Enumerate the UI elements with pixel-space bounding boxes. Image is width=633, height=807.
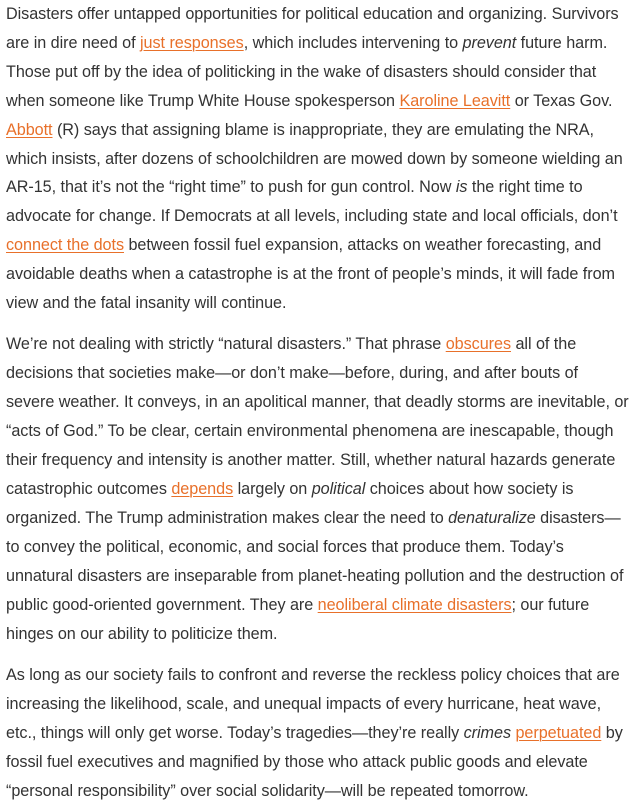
emphasis-denaturalize: denaturalize <box>448 508 536 527</box>
link-depends[interactable]: depends <box>171 480 234 498</box>
link-karoline-leavitt[interactable]: Karoline Leavitt <box>399 91 511 110</box>
link-just-responses[interactable]: just responses <box>140 33 244 52</box>
text-run: disasters—to convey the political, economic, and social forces that produce them. Today’s unnatural disasters are inseparable from planet-heating pollution and the destruction of public good-oriented government. They are <box>6 508 624 614</box>
paragraph-1 <box>6 0 630 318</box>
link-obscures[interactable]: obscures <box>445 335 511 354</box>
text-run: As long as our society fails to confront and reverse the reckless policy choices that are increasing the likelihood, scale, and unequal impacts of every hurricane, heat wave, etc., things will only get worse. Today’s tragedies—they’re really <box>6 665 620 742</box>
emphasis-crimes: crimes <box>463 723 511 742</box>
text-run: We’re not dealing with strictly “natural disasters.” That phrase <box>6 335 446 354</box>
link-neoliberal-climate-disasters[interactable]: neoliberal climate disasters <box>317 595 512 614</box>
text-run: by fossil fuel executives and magnified by those who attack public goods and elevate “personal responsibility” over social solidarity—will be repeated tomorrow. <box>6 723 623 800</box>
paragraph-3 <box>6 661 630 806</box>
text-run: largely on <box>233 480 312 498</box>
text-run: all of the decisions that societies make—or don’t make—before, during, and after bouts of severe weather. It conveys, in an apolitical manner, that deadly storms are inevitable, or “acts of God.” To be clear, certain environmental phenomena are inescapable, though their frequency and intensity is another matter. Still, whether natural hazards generate catastrophic outcomes <box>6 335 629 498</box>
emphasis-political: political <box>311 480 366 498</box>
emphasis-prevent: prevent <box>462 33 517 52</box>
text-run: (R) says that assigning blame is inappropriate, they are emulating the NRA, which insists, after dozens of schoolchildren are mowed down by someone wielding an AR-15, that it’s not the “right time” to push for gun control. Now <box>6 120 623 197</box>
paragraph-2 <box>6 330 630 648</box>
text-run: between fossil fuel expansion, attacks on weather forecasting, and avoidable deaths when a catastrophe is at the front of people’s minds, it will fade from view and the fatal insanity will continue. <box>6 236 615 313</box>
text-run: ; our future hinges on our ability to politicize them. <box>6 595 590 643</box>
text-run: Disasters offer untapped opportunities for political education and organizing. Survivors are in dire need of <box>6 5 619 52</box>
link-abbott[interactable]: Abbott <box>6 120 53 139</box>
text-run: , which includes intervening to <box>243 33 463 52</box>
text-run: choices about how society is organized. The Trump administration makes clear the need to <box>6 480 574 527</box>
emphasis-is: is <box>455 178 468 197</box>
text-run: or Texas Gov. <box>510 91 613 110</box>
link-connect-the-dots[interactable]: connect the dots <box>6 236 124 255</box>
text-run: future harm. Those put off by the idea of politicking in the wake of disasters should consider that when someone like Trump White House spokesperson <box>6 33 608 110</box>
link-perpetuated[interactable]: perpetuated <box>515 723 602 742</box>
text-run: the right time to advocate for change. If Democrats at all levels, including state and local officials, don’t <box>6 178 618 226</box>
article-body <box>6 0 630 805</box>
